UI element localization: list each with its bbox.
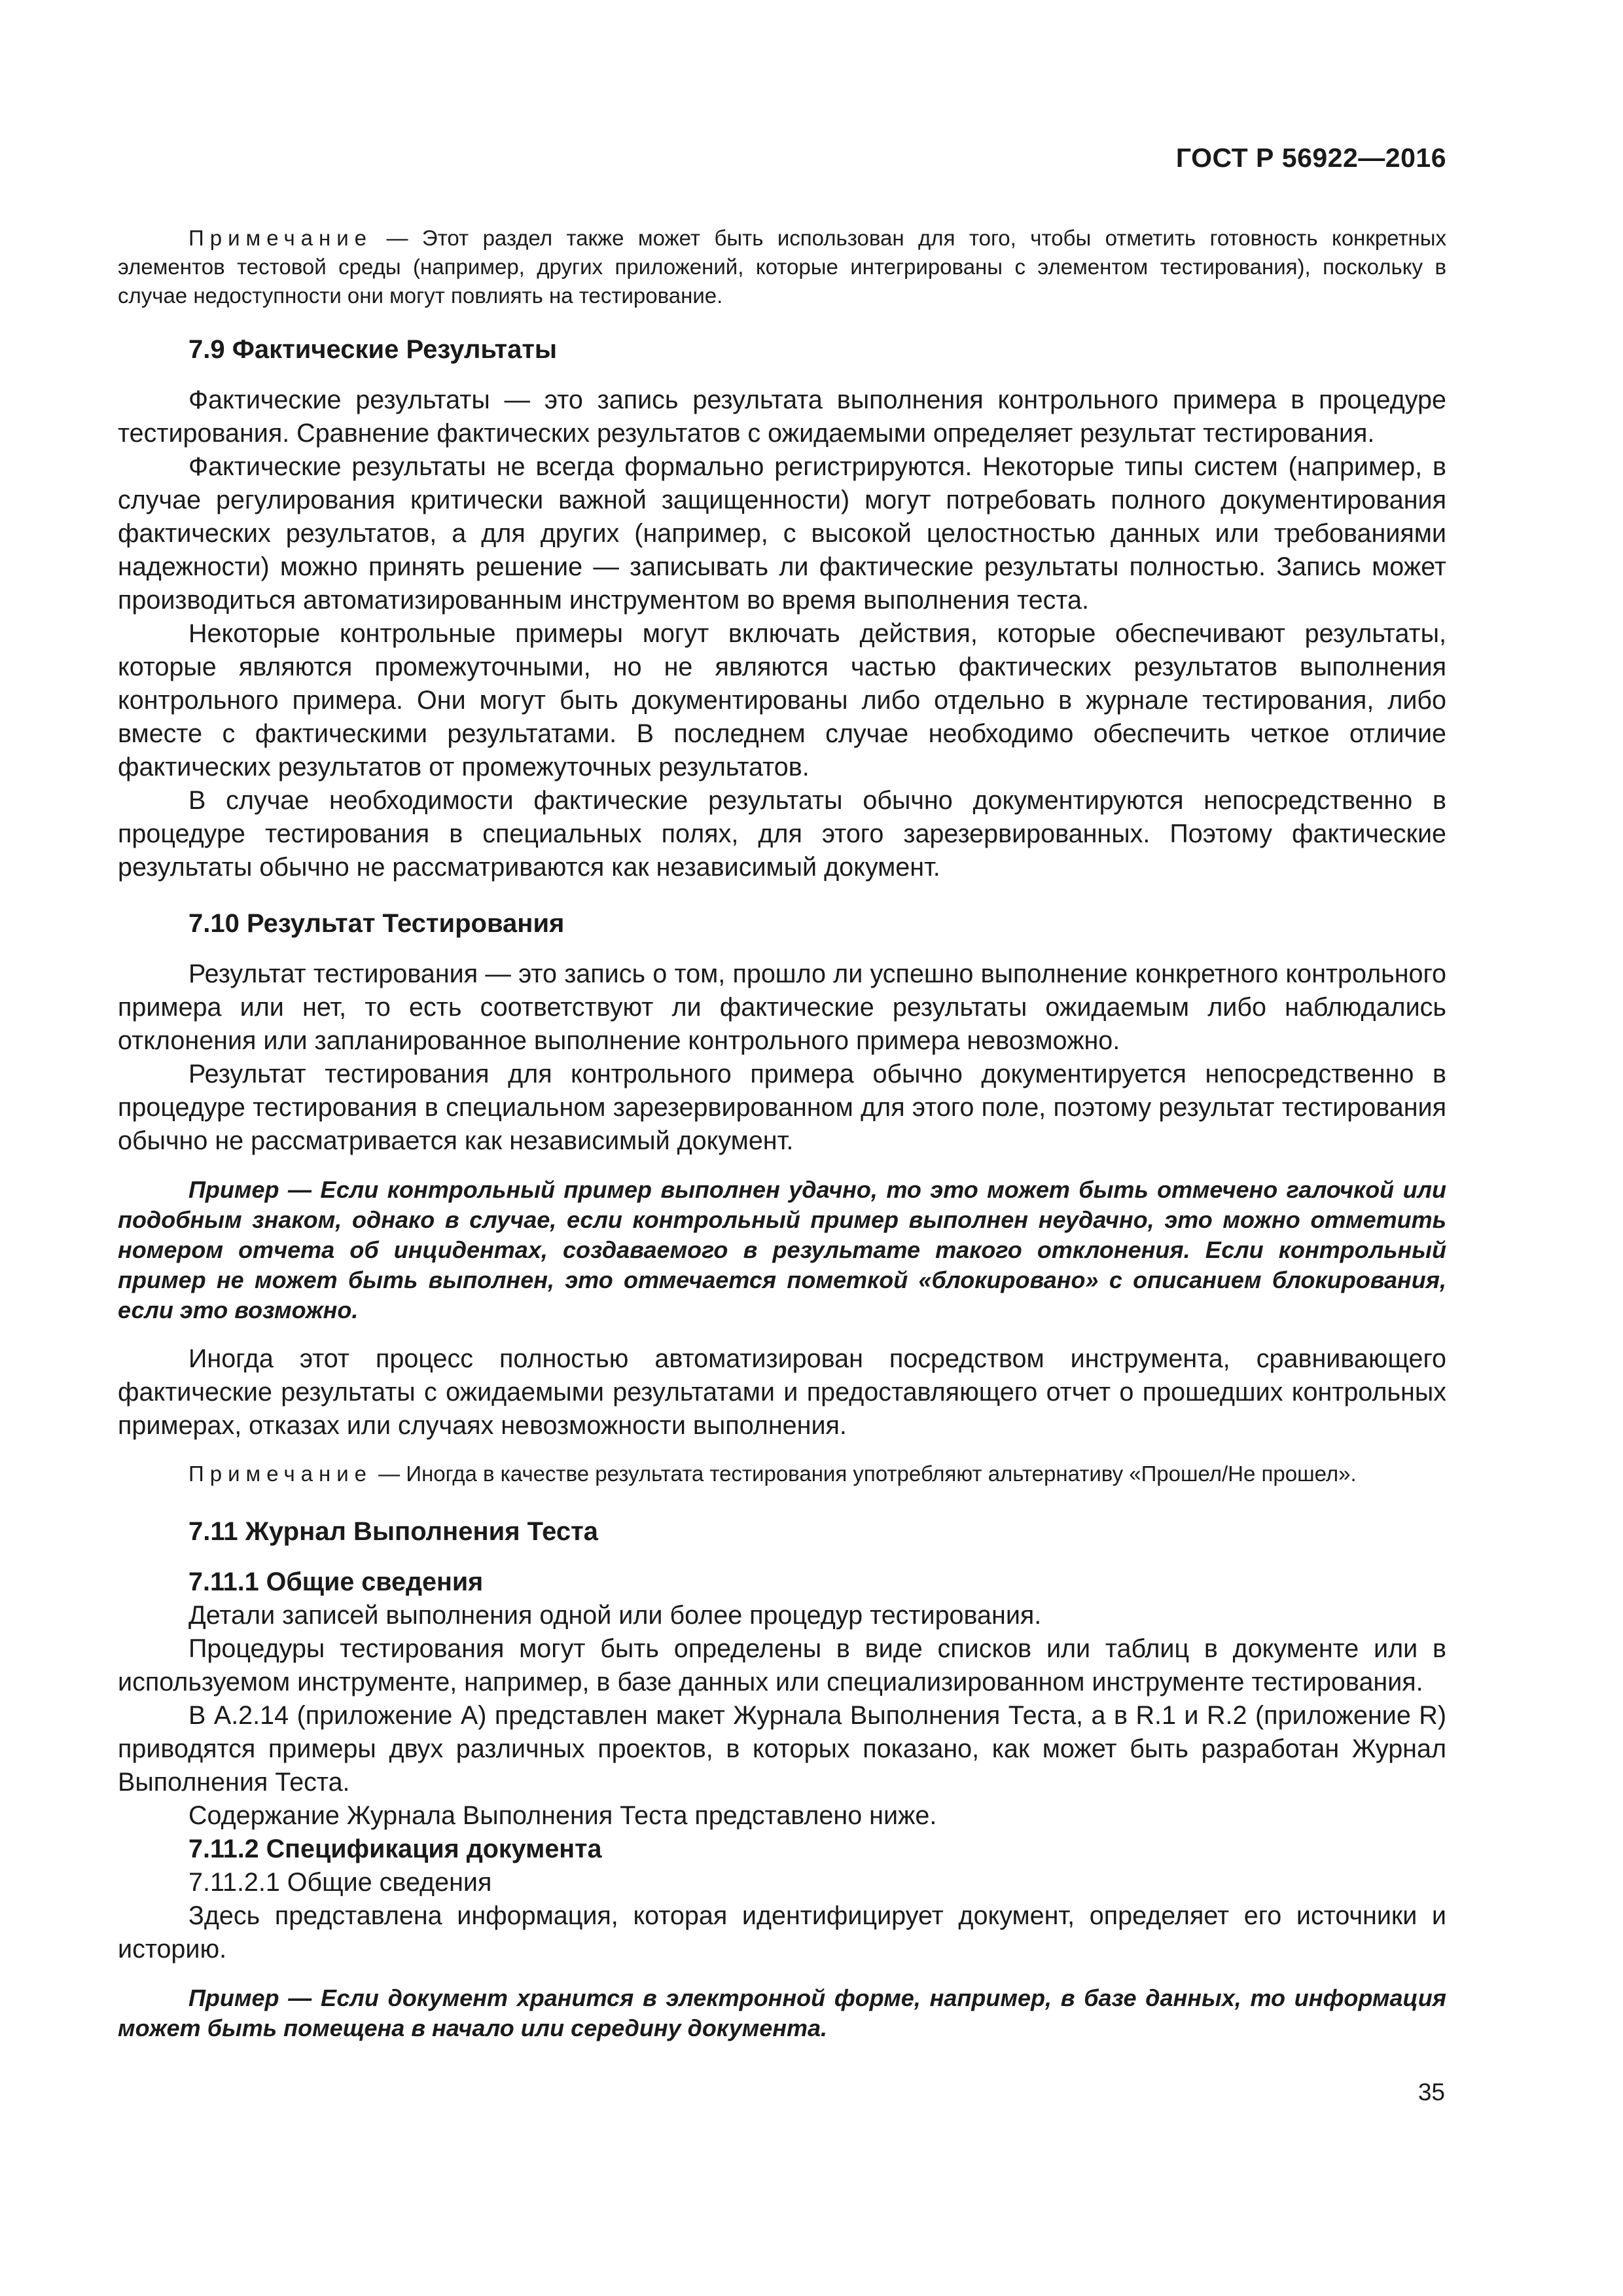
paragraph: Иногда этот процесс полностью автоматизирован посредством инструмента, сравнивающего фактические результаты с ожидаемыми результатами и предоставляющего отчет о прошедших контрольных примерах, отказах или случаях невозможности выполнения. [118, 1344, 1446, 1440]
note-text: — Иногда в качестве результата тестирования употребляют альтернативу «Прошел/Не прошел». [372, 1462, 1357, 1486]
section-heading-7-11: 7.11 Журнал Выполнения Теста [188, 1517, 598, 1546]
paragraph: Результат тестирования — это запись о том, прошло ли успешно выполнение конкретного контрольного примера или нет, то есть соответствуют ли фактические результаты ожидаемым либо наблюдались отклонения или запланированное выполнение контрольного примера невозможно. [118, 960, 1446, 1055]
page-content [118, 224, 1446, 2043]
paragraph: В случае необходимости фактические результаты обычно документируются непосредственно в процедуре тестирования в специальных полях, для этого зарезервированных. Поэтому фактические результаты обычно не рассматриваются как независимый документ. [118, 786, 1446, 882]
example-paragraph: Пример — Если контрольный пример выполнен удачно, то это может быть отмечено галочкой или подобным знаком, однако в случае, если контрольный пример выполнен неудачно, это можно отметить номером отчета об инцидентах, создаваемого в результате такого отклонения. Если контрольный пример не может быть выполнен, это отмечается пометкой «блокировано» с описанием блокирования, если это возможно. [118, 1176, 1446, 1323]
subsection-heading-7-11-1: 7.11.1 Общие сведения [188, 1568, 484, 1596]
paragraph: Фактические результаты — это запись результата выполнения контрольного примера в процедуре тестирования. Сравнение фактических результатов с ожидаемыми определяет результат тестирования. [118, 386, 1446, 448]
note-paragraph [118, 1460, 1446, 1488]
paragraph: Здесь представлена информация, которая идентифицирует документ, определяет его источники и историю. [118, 1901, 1446, 1964]
paragraph: Фактические результаты не всегда формально регистрируются. Некоторые типы систем (например, в случае регулирования критически важной защищенности) могут потребовать полного документирования фактических результатов, а для других (например, с высокой целостностью данных или требованиями надежности) можно принять решение — записывать ли фактические результаты полностью. Запись может производиться автоматизированным инструментом во время выполнения теста. [118, 452, 1446, 615]
paragraph: Детали записей выполнения одной или более процедур тестирования. [188, 1601, 1042, 1630]
section-heading-7-9: 7.9 Фактические Результаты [188, 335, 558, 364]
example-paragraph: Пример — Если документ хранится в электронной форме, например, в базе данных, то информация может быть помещена в начало или середину документа. [118, 1984, 1446, 2041]
paragraph: Процедуры тестирования могут быть определены в виде списков или таблиц в документе или в используемом инструменте, например, в базе данных или специализированном инструменте тестирования. [118, 1634, 1446, 1696]
note-label: Примечание [188, 226, 373, 250]
note-paragraph [118, 224, 1446, 310]
paragraph: Результат тестирования для контрольного примера обычно документируется непосредственно в процедуре тестирования в специальном зарезервированном для этого поле, поэтому результат тестирования обычно не рассматривается как независимый документ. [118, 1060, 1446, 1155]
note-text: — Этот раздел также может быть использован для того, чтобы отметить готовность конкретных элементов тестовой среды (например, других приложений, которые интегрированы с элементом тестирования), поскольку в случае недоступности они могут повлиять на тестирование. [118, 226, 1446, 308]
paragraph: В А.2.14 (приложение А) представлен макет Журнала Выполнения Теста, а в R.1 и R.2 (приложение R) приводятся примеры двух различных проектов, в которых показано, как может быть разработан Журнал Выполнения Теста. [118, 1701, 1446, 1797]
section-heading-7-10: 7.10 Результат Тестирования [188, 909, 565, 938]
page-number: 35 [1418, 2079, 1445, 2106]
subsection-heading-7-11-2: 7.11.2 Спецификация документа [188, 1835, 602, 1863]
note-label: Примечание [188, 1462, 373, 1486]
subsection-heading-7-11-2-1: 7.11.2.1 Общие сведения [188, 1868, 492, 1897]
paragraph: Содержание Журнала Выполнения Теста представлено ниже. [188, 1801, 937, 1830]
paragraph: Некоторые контрольные примеры могут включать действия, которые обеспечивают результаты, которые являются промежуточными, но не являются частью фактических результатов выполнения контрольного примера. Они могут быть документированы либо отдельно в журнале тестирования, либо вместе с фактическими результатами. В последнем случае необходимо обеспечить четкое отличие фактических результатов от промежуточных результатов. [118, 619, 1446, 781]
document-code: ГОСТ Р 56922—2016 [1175, 143, 1446, 173]
